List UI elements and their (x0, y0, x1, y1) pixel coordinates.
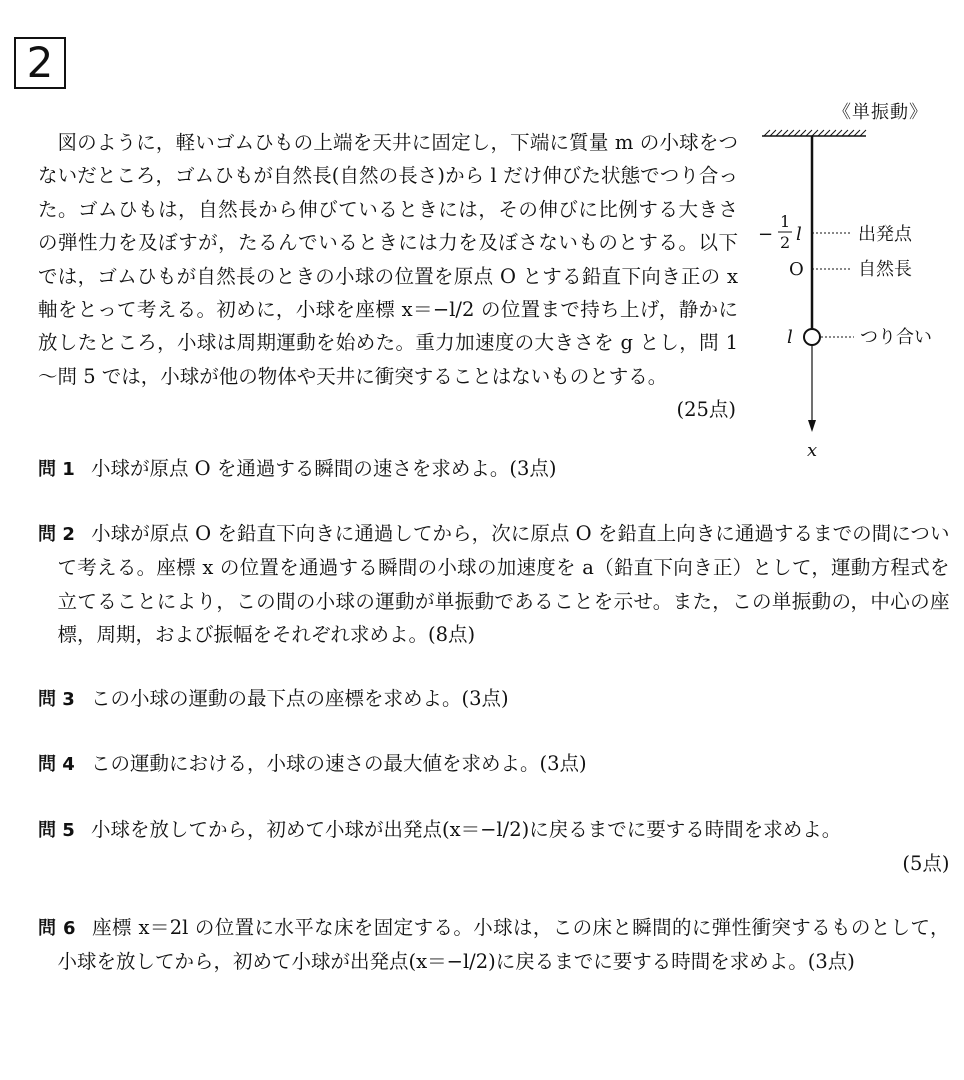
half-denominator: 2 (780, 233, 791, 252)
x-axis-arrowhead (808, 420, 816, 432)
origin-label: O (789, 259, 804, 280)
ball (804, 329, 820, 345)
intro-points: (25点) (676, 398, 736, 422)
ceiling (762, 130, 866, 136)
question-text: 小球が原点 O を通過する瞬間の速さを求めよ。(3点) (90, 457, 557, 480)
question-label: 問 6 (38, 918, 76, 939)
rubber-band-figure (740, 126, 940, 466)
question-label: 問 1 (38, 459, 75, 480)
x-axis-label: x (807, 440, 818, 461)
question-text: 小球が原点 O を鉛直下向きに通過してから，次に原点 O を鉛直上向きに通過するまでの間について考える。座標 x の位置を通過する瞬間の小球の加速度を a（鉛直下向き正）として，運動方程式を立てることにより，この間の小球の運動が単振動であることを示せ。また，この単振動の，中心の座標，周期，および振幅をそれぞれ求めよ。(8点) (57, 522, 950, 647)
question-text: この小球の運動の最下点の座標を求めよ。(3点) (90, 687, 509, 710)
half-l: l (796, 224, 802, 245)
label-natural: 自然長 (858, 259, 912, 280)
question-4 (38, 747, 950, 781)
question-text: 小球を放してから，初めて小球が出発点(x＝−l/2)に戻るまでに要する時間を求めよ。 (90, 818, 842, 841)
question-label: 問 3 (38, 689, 75, 710)
question-1 (38, 452, 950, 486)
problem-number: 2 (14, 37, 66, 89)
l-label: l (787, 327, 793, 348)
question-5 (38, 813, 950, 881)
question-label: 問 4 (38, 754, 75, 775)
question-5-points: (5点) (902, 852, 950, 876)
half-numerator: 1 (780, 212, 791, 231)
question-label: 問 5 (38, 820, 75, 841)
intro-paragraph (38, 126, 738, 427)
question-6 (38, 911, 950, 979)
label-start: 出発点 (858, 224, 912, 245)
label-equilibrium: つり合い (860, 327, 932, 348)
question-2 (38, 517, 950, 652)
question-label: 問 2 (38, 524, 75, 545)
question-text: この運動における，小球の速さの最大値を求めよ。(3点) (90, 752, 587, 775)
question-3 (38, 682, 950, 716)
half-minus: − (758, 224, 774, 245)
question-text: 座標 x＝2l の位置に水平な床を固定する。小球は，この床と瞬間的に弾性衝突するものとして，小球を放してから，初めて小球が出発点(x＝−l/2)に戻るまでに要する時間を求めよ。(3点) (57, 916, 950, 974)
topic-title: 《単振動》 (833, 102, 928, 123)
intro-text: 図のように，軽いゴムひもの上端を天井に固定し，下端に質量 m の小球をつないだところ，ゴムひもが自然長(自然の長さ)から l だけ伸びた状態でつり合った。ゴムひもは，自然長から伸びているときには，その伸びに比例する大きさの弾性力を及ぼすが，たるんでいるときには力を及ぼさないものとする。以下では，ゴムひもが自然長のときの小球の位置を原点 O とする鉛直下向き正の x 軸をとって考える。初めに，小球を座標 x＝−l/2 の位置まで持ち上げ，静かに放したところ，小球は周期運動を始めた。重力加速度の大きさを g とし，問 1～問 5 では，小球が他の物体や天井に衝突することはないものとする。 (38, 131, 738, 388)
